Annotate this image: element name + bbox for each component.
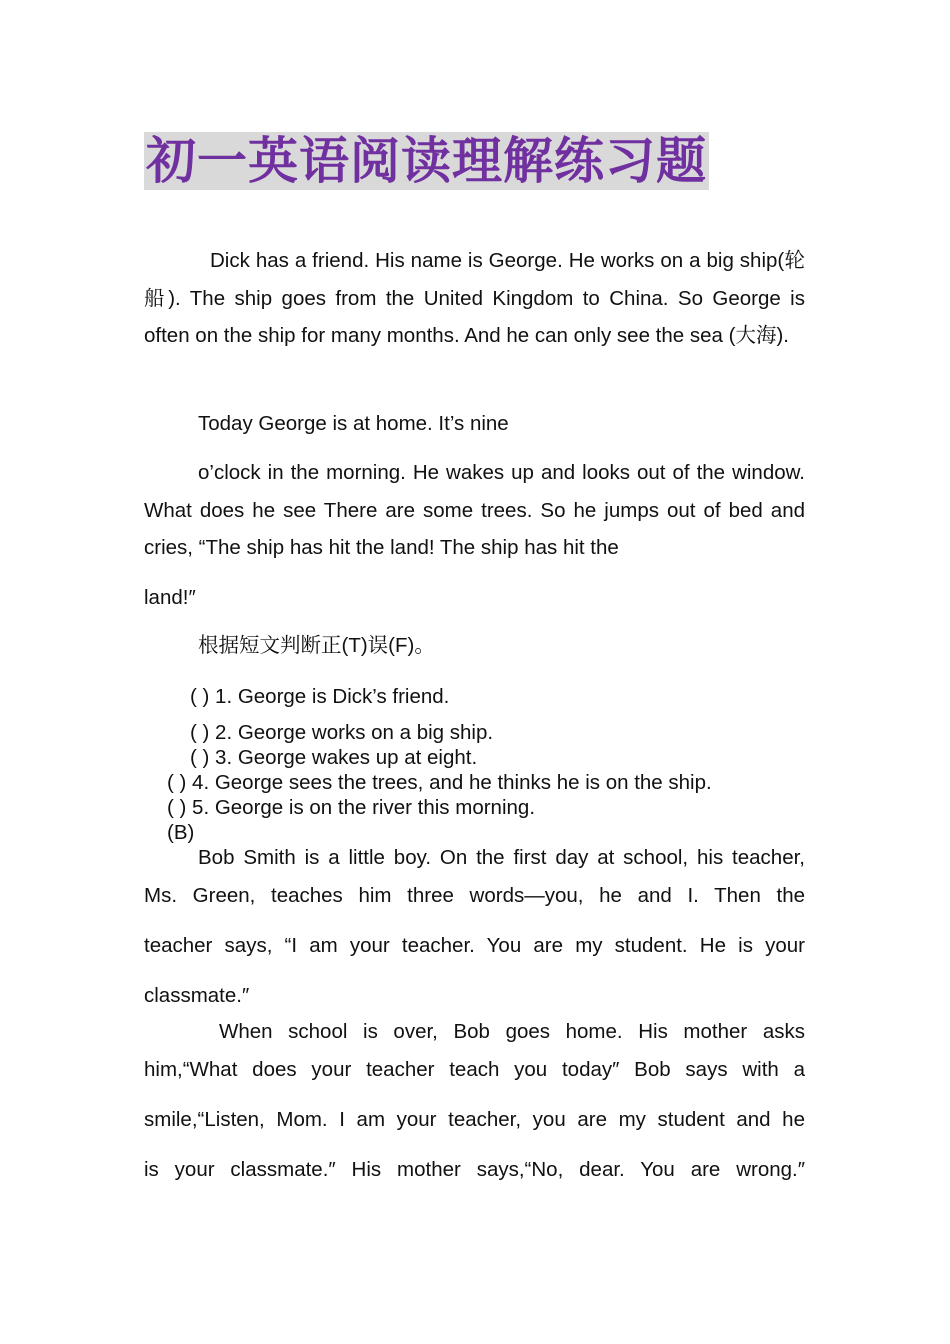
page-title: 初一英语阅读理解练习题: [146, 132, 707, 190]
question-2: ( ) 2. George works on a big ship.: [190, 721, 494, 744]
instruction-text: 根据短文判断正(T)误(F)。: [198, 634, 435, 657]
passage-b-p2-line-2: him,“What does your teacher teach you today″ Bob says with a: [144, 1058, 805, 1081]
passage-b-p2-line-4: is your classmate.″ His mother says,“No, dear. You are wrong.″: [144, 1158, 805, 1181]
passage-b-p1-line-3: teacher says, “I am your teacher. You are my student. He is your: [144, 934, 805, 957]
passage-a-paragraph-3-end: land!″: [144, 585, 196, 609]
passage-b-p1-line-2: Ms. Green, teaches him three words—you, he and I. Then the: [144, 884, 805, 907]
passage-b-p1-line-4: classmate.″: [144, 984, 250, 1007]
question-1: ( ) 1. George is Dick’s friend.: [190, 685, 450, 708]
passage-b-p2-line-1: When school is over, Bob goes home. His mother asks: [219, 1020, 805, 1043]
passage-a-paragraph-3-text: o’clock in the morning. He wakes up and looks out of the window. What does he see There are some trees. So he jumps out of bed and cries, “The ship has hit the land! The ship has hit the: [144, 461, 805, 559]
passage-b-p1-line-1: Bob Smith is a little boy. On the first day at school, his teacher,: [198, 846, 805, 869]
section-b-label: (B): [167, 821, 195, 844]
question-3: ( ) 3. George wakes up at eight.: [190, 746, 478, 769]
question-4: ( ) 4. George sees the trees, and he thinks he is on the ship.: [167, 771, 712, 794]
passage-a-paragraph-1: Dick has a friend. His name is George. He works on a big ship(轮船). The ship goes from the United Kingdom to China. So George is often on the ship for many months. And he can only see the sea (大海).: [144, 249, 805, 347]
passage-a-paragraph-3: [144, 454, 805, 616]
passage-a-paragraph-2: Today George is at home. It’s nine: [198, 412, 509, 435]
passage-b-p2-line-3: smile,“Listen, Mom. I am your teacher, you are my student and he: [144, 1108, 805, 1131]
question-5: ( ) 5. George is on the river this morning.: [167, 796, 536, 819]
title-highlight: [144, 132, 709, 190]
